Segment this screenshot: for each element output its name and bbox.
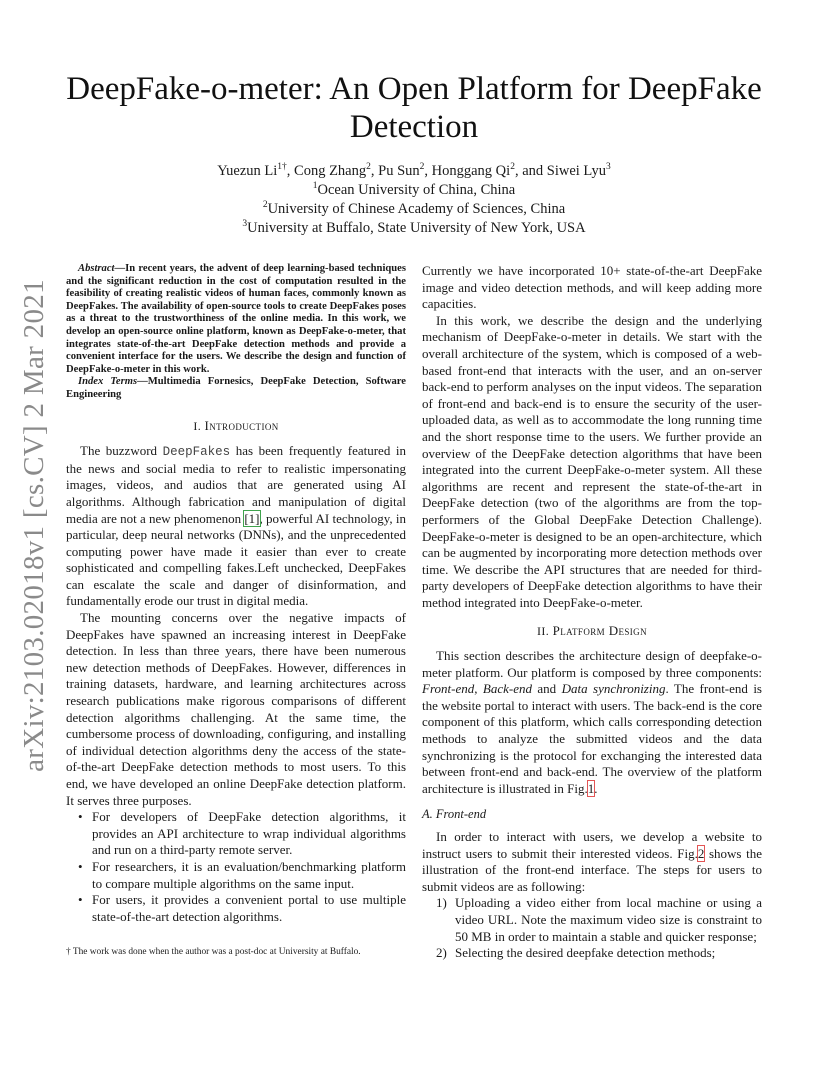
arxiv-sidebar-stamp	[10, 278, 58, 772]
figure-link-1[interactable]: 1	[587, 780, 595, 796]
author-name: Yuezun Li	[217, 163, 278, 179]
footnote: † The work was done when the author was a post-doc at University at Buffalo.	[66, 947, 361, 957]
author-sup: 2	[510, 162, 515, 173]
title-line-1: DeepFake-o-meter: An Open Platform for DeepFake	[66, 71, 762, 107]
intro-paragraph-2: The mounting concerns over the negative impacts of DeepFakes have spawned an increasing interest in DeepFake detection. In less than three years, there have been numerous new detection methods of DeepFakes. However, differences in training datasets, hardware, and learning architectures across research publications make rigorous comparisons of different detection algorithms challenging. At the same time, the cumbersome process of downloading, configuring, and installing of individual detection algorithms deny the access of the state-of-the-art DeepFake detection methods to most users. To this end, we have developed an online DeepFake detection platform. It serves three purposes.	[66, 610, 406, 808]
section-heading-platform-design: II. Platform Design	[537, 623, 647, 639]
figure-link-2[interactable]: 2	[697, 845, 705, 861]
author-name: Cong Zhang	[294, 163, 367, 179]
abstract	[66, 263, 406, 376]
list-item: • For researchers, it is an evaluation/benchmarking platform to compare multiple algorithms on the same input.	[66, 859, 406, 892]
list-item: 1) Uploading a video either from local machine or using a video URL. Note the maximum video size is constraint to 50 MB in order to maintain a stable and quicker response;	[436, 895, 762, 944]
abstract-label: Abstract	[78, 263, 115, 274]
author-list: Yuezun $Li^{1\dagger}$, Cong Zhang$^2$, Pu Sun$^2$, Honggang Qi$^2$, and Siwei Lyu$^3$	[217, 162, 611, 179]
inline-code-deepfakes: DeepFakes	[162, 445, 231, 460]
title-line-2: Detection	[349, 109, 479, 145]
affiliation: $^1$Ocean University of China, China	[312, 181, 516, 198]
list-item: • For users, it provides a convenient portal to use multiple state-of-the-art detection algorithms.	[66, 892, 406, 925]
author-block	[60, 162, 768, 238]
author-sup: 3	[605, 162, 611, 173]
left-column	[66, 263, 406, 925]
arxiv-id-text: arXiv:2103.02018v1 [cs.CV] 2 Mar 2021	[17, 278, 50, 772]
subsection-heading-front-end: A. Front-end	[422, 807, 487, 822]
author-sup: 2	[419, 162, 425, 173]
list-item: • For developers of DeepFake detection algorithms, it provides an API architecture to wrap individual algorithms and run on a third-party remote server.	[66, 809, 406, 859]
right-column	[422, 263, 762, 962]
purpose-list	[66, 809, 406, 925]
platform-paragraph: This section describes the architecture design of deepfake-o-meter platform. Our platform is composed by three components: Front-end, Back-end and Data synchronizing. The front-end is the website portal to interact with users. The back-end is the core component of this platform, which calls corresponding detection methods to analyze the submitted videos and the data synchronizing is the protocol for exchanging the interested data between front-end and back-end. The overview of the platform architecture is illustrated in Fig.1.	[422, 648, 762, 796]
citation-link-1[interactable]: [1]	[244, 510, 260, 526]
continued-paragraph: Currently we have incorporated 10+ state-of-the-art DeepFake image and video detection methods, and will keep adding more capacities.	[422, 263, 762, 312]
affiliation: $^3$University at Buffalo, State University of New York, USA	[242, 219, 586, 236]
work-paragraph: In this work, we describe the design and the underlying mechanism of DeepFake-o-meter in details. We start with the overall architecture of the system, which is composed of a web-based front-end that interacts with the user, and an on-server back-end to perform analyses on the input videos. The separation of front-end and back-end is to ensure the security of the user-uploaded data, as well as to accommodate the long running time and the short response time to the users. We further provide an overview of the DeepFake detection algorithms that have been integrated into the current DeepFake-o-meter system. All these algorithms are recent and represent the state-of-the-art in DeepFake detection (two of the algorithms are from the top-performers of the Global DeepFake Detection Challenge). DeepFake-o-meter is designed to be an open-architecture, which can be augmented by incorporating more detection methods over time. We describe the API structures that are needed for third-party developers of DeepFake detection algorithms to have their method integrated into DeepFake-o-meter.	[422, 312, 762, 610]
intro-paragraph-1: The buzzword DeepFakes has been frequently featured in the news and social media to refer to realistic impersonating images, videos, and audios that are generated using AI algorithms. Although fabrication and manipulation of digital media are not a new phenomenon [1], powerful AI technology, in particular, deep neural networks (DNNs), and the unprecedented computing power have made it easier than ever to create sophisticated and compelling fakes.Left unchecked, DeepFakes can escalate the scale and danger of disinformation, and fundamentally erode our trust in digital media.	[66, 443, 407, 609]
author-sup: 2	[366, 162, 371, 173]
author-name: Pu Sun	[378, 163, 420, 179]
abstract-text: —In recent years, the advent of deep learning-based techniques and the significant reduction in the cost of computation resulted in the feasibility of creating realistic videos of human faces, commonly known as DeepFakes. The availability of open-source tools to create DeepFakes poses as a threat to the trustworthiness of the online media. In this work, we develop an open-source online platform, known as DeepFake-o-meter, that integrates state-of-the-art DeepFake detection methods and provide a convenient interface for the users. We describe the design and function of DeepFake-o-meter in this work.	[66, 263, 406, 375]
author-sup: 1†	[277, 162, 287, 173]
paper-title	[40, 70, 788, 146]
index-terms	[66, 376, 406, 401]
front-end-paragraph: In order to interact with users, we develop a website to instruct users to submit their interested videos. Fig.2 shows the illustration of the front-end interface. The steps for users to submit videos are as following:	[422, 829, 763, 894]
section-heading-introduction: I. Introduction	[193, 417, 279, 433]
index-terms-text: —Multimedia Fornesics, DeepFake Detection, Software Engineering	[66, 376, 406, 400]
submission-steps-list	[422, 895, 762, 961]
author-name: Siwei Lyu	[546, 163, 606, 179]
author-name: Honggang Qi	[431, 163, 511, 179]
list-item: 2) Selecting the desired deepfake detection methods;	[436, 945, 716, 961]
index-terms-label: Index Terms	[78, 376, 138, 388]
affiliation: $^2$University of Chinese Academy of Sciences, China	[262, 200, 566, 217]
